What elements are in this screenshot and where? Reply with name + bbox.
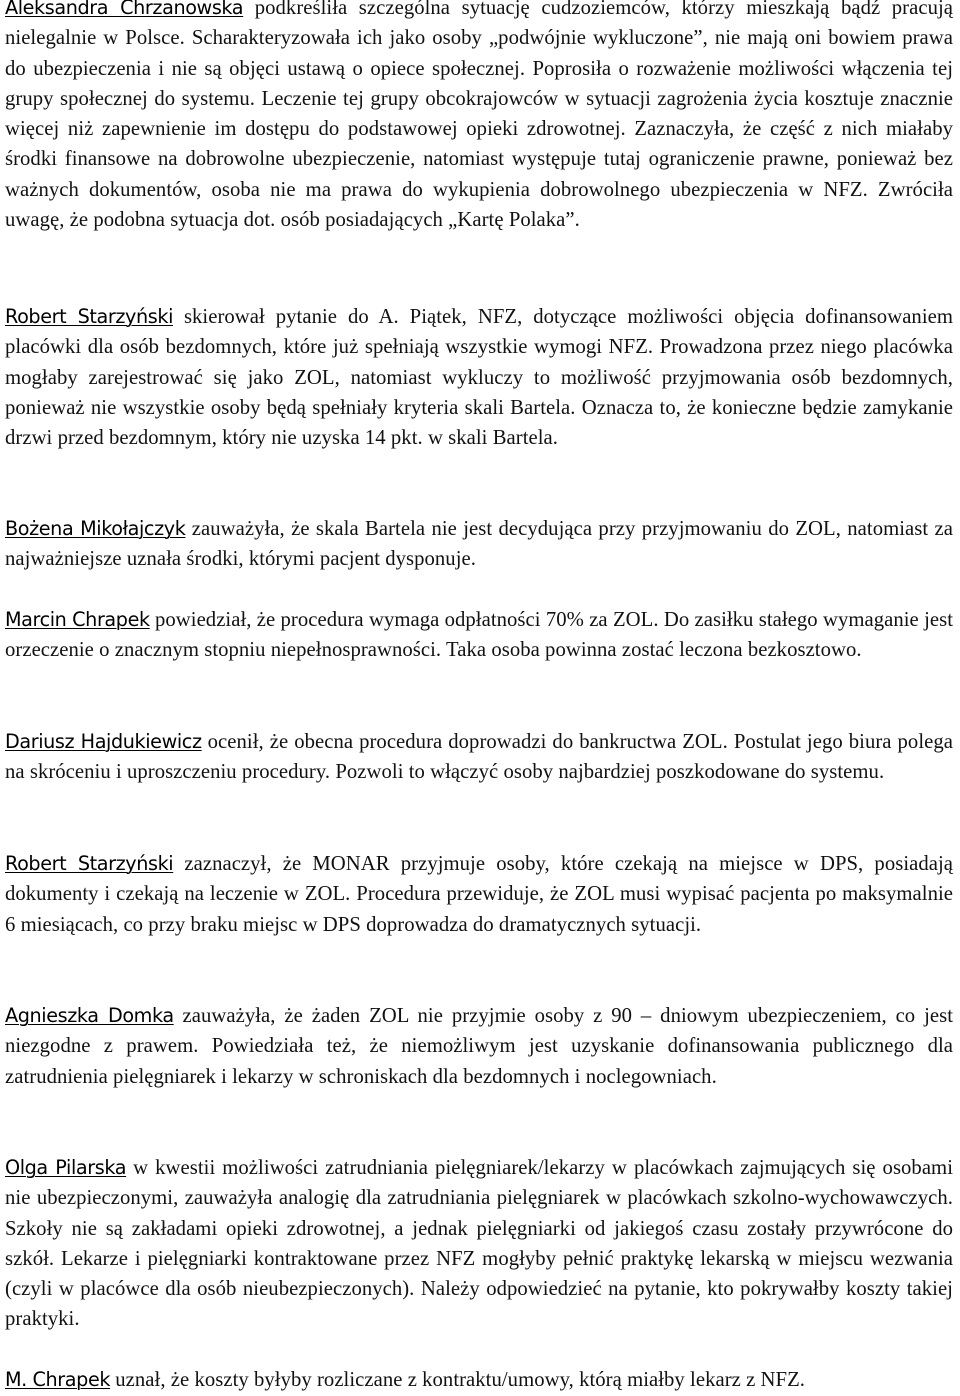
paragraph-starzynski-2	[5, 849, 953, 940]
speaker-name: Agnieszka Domka	[5, 1004, 174, 1027]
paragraph-domka	[5, 1001, 953, 1092]
speaker-name: Aleksandra Chrzanowska	[5, 0, 244, 19]
paragraph-text: w kwestii możliwości zatrudniania pielęgniarek/lekarzy w placówkach zajmujących się osobami nie ubezpieczonymi, zauważyła analogię dla zatrudniania pielęgniarek w placówkach szkolno-wychowawczych. Szkoły nie są zakładami opieki zdrowotnej, a jednak pielęgniarki od jakiegoś czasu zostały przywrócone do szkół. Lekarze i pielęgniarki kontraktowane przez NFZ mogłyby pełnić praktykę lekarską w miejscu wezwania (czyli w placówce dla osób nieubezpieczonych). Należy odpowiedzieć na pytanie, kto pokrywałby koszty takiej praktyki.	[5, 1157, 954, 1331]
speaker-name: Bożena Mikołajczyk	[5, 517, 186, 540]
paragraph-starzynski-1	[5, 302, 953, 453]
speaker-name: Robert Starzyński	[5, 852, 174, 875]
paragraph-mikolajczyk	[5, 514, 953, 575]
speaker-name: M. Chrapek	[5, 1368, 111, 1391]
speaker-name: Olga Pilarska	[5, 1156, 127, 1179]
paragraph-text: uznał, że koszty byłyby rozliczane z kontraktu/umowy, którą miałby lekarz z NFZ.	[110, 1369, 806, 1391]
speaker-name: Dariusz Hajdukiewicz	[5, 730, 202, 753]
speaker-name: Robert Starzyński	[5, 305, 173, 328]
paragraph-pilarska	[5, 1153, 953, 1335]
paragraph-text: zaznaczył, że MONAR przyjmuje osoby, które czekają na miejsce w DPS, posiadają dokumenty i czekają na leczenie w ZOL. Procedura przewiduje, że ZOL musi wypisać pacjenta po maksymalnie 6 miesiącach, co przy braku miejsc w DPS doprowadza do dramatycznych sytuacji.	[5, 853, 953, 936]
paragraph-hajdukiewicz	[5, 727, 953, 788]
paragraph-text: skierował pytanie do A. Piątek, NFZ, dotyczące możliwości objęcia dofinansowaniem placówki dla osób bezdomnych, które już spełniają wszystkie wymogi NFZ. Prowadzona przez niego placówka mogłaby zarejestrować się jako ZOL, natomiast wykluczy to możliwość przyjmowania osób bezdomnych, ponieważ nie wszystkie osoby będą spełniały kryteria skali Bartela. Oznacza to, że konieczne będzie zamykanie drzwi przed bezdomnym, który nie uzyska 14 pkt. w skali Bartela.	[5, 306, 953, 450]
paragraph-chrzanowska	[5, 0, 953, 235]
paragraph-text: podkreśliła szczególna sytuację cudzoziemców, którzy mieszkają bądź pracują nielegalnie w Polsce. Scharakteryzowała ich jako osoby „podwójnie wykluczone”, nie mają oni bowiem prawa do ubezpieczenia i nie są objęci ustawą o opiece społecznej. Poprosiła o rozważenie możliwości włączenia tej grupy społecznej do systemu. Leczenie tej grupy obcokrajowców w sytuacji zagrożenia życia kosztuje znacznie więcej niż zapewnienie im dostępu do podstawowej opieki zdrowotnej. Zaznaczyła, że część z nich miałaby środki finansowe na dobrowolne ubezpieczenie, natomiast występuje tutaj ograniczenie prawne, ponieważ bez ważnych dokumentów, osoba nie ma prawa do wykupienia dobrowolnego ubezpieczenia w NFZ. Zwróciła uwagę, że podobna sytuacja dot. osób posiadających „Kartę Polaka”.	[5, 0, 953, 232]
paragraph-text: ocenił, że obecna procedura doprowadzi do bankructwa ZOL. Postulat jego biura polega na skróceniu i uproszczeniu procedury. Pozwoli to włączyć osoby najbardziej poszkodowane do systemu.	[5, 731, 953, 784]
speaker-name: Marcin Chrapek	[5, 608, 150, 631]
paragraph-chrapek-2	[5, 1365, 953, 1395]
paragraph-text: zauważyła, że skala Bartela nie jest decydująca przy przyjmowaniu do ZOL, natomiast za najważniejsze uznała środki, którymi pacjent dysponuje.	[5, 518, 953, 571]
paragraph-chrapek-1	[5, 605, 953, 666]
paragraph-text: zauważyła, że żaden ZOL nie przyjmie osoby z 90 – dniowym ubezpieczeniem, co jest niezgodne z prawem. Powiedziała też, że niemożliwym jest uzyskanie dofinansowania publicznego dla zatrudnienia pielęgniarek i lekarzy w schroniskach dla bezdomnych i noclegowniach.	[5, 1005, 953, 1088]
paragraph-text: powiedział, że procedura wymaga odpłatności 70% za ZOL. Do zasiłku stałego wymaganie jest orzeczenie o znacznym stopniu niepełnosprawności. Taka osoba powinna zostać leczona bezkosztowo.	[5, 609, 953, 662]
